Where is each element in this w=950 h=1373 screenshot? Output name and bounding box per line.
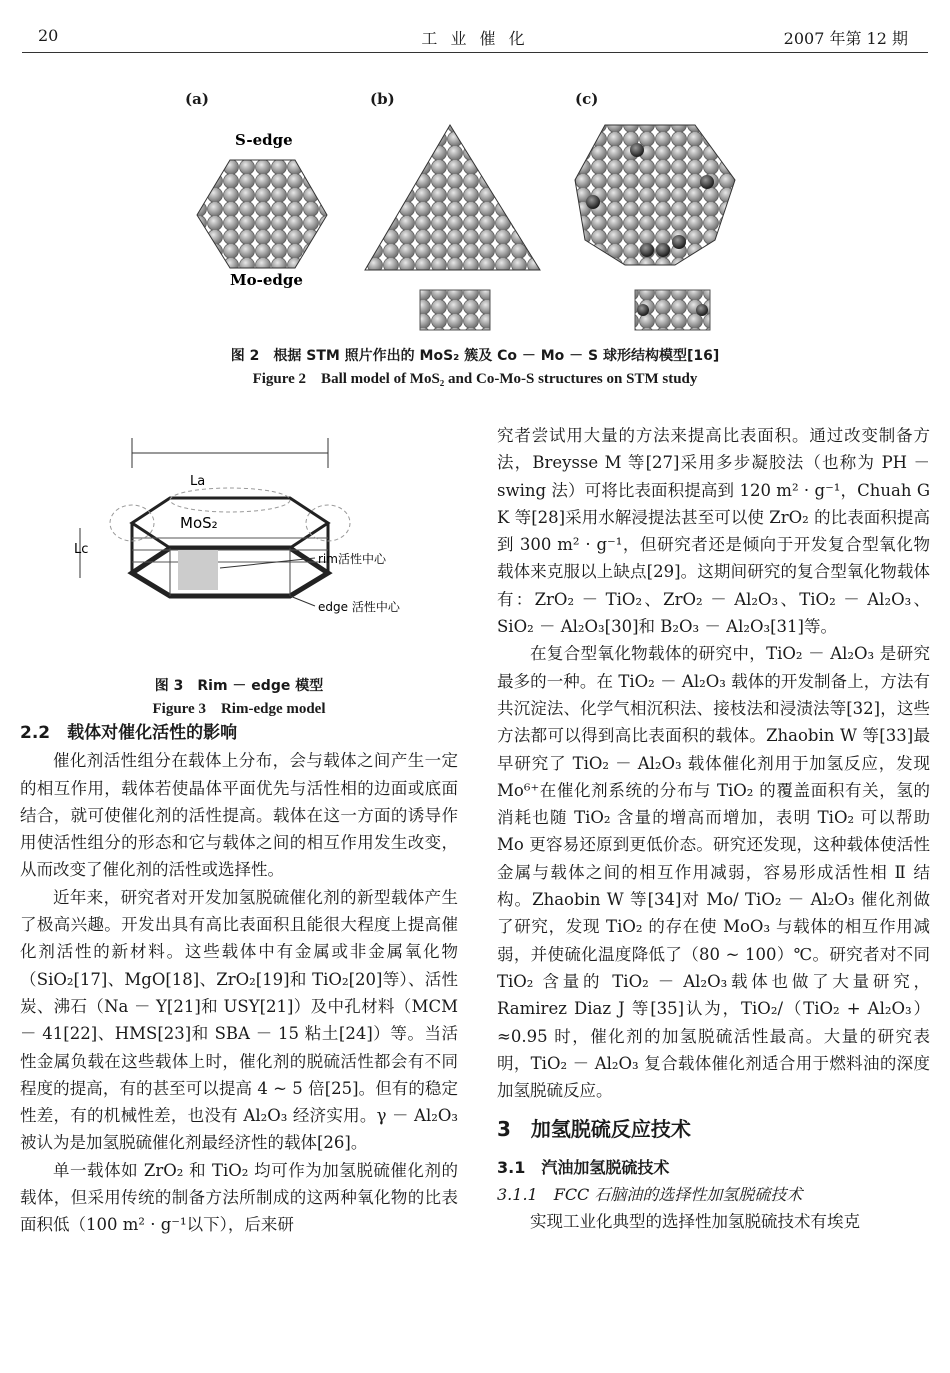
section-heading-3: 3 加氢脱硫反应技术 — [497, 1117, 691, 1142]
panel-label-b: (b) — [370, 90, 395, 108]
ball-model-image — [175, 90, 775, 340]
figure-3-caption-cn: 图 3 Rim － edge 模型 — [154, 678, 324, 694]
section-heading-3-1: 3.1 汽油加氢脱硫技术 — [497, 1157, 670, 1177]
paragraph: 单一载体如 ZrO₂ 和 TiO₂ 均可作为加氢脱硫催化剂的载体，但采用传统的制备方法所制成的这两种氧化物的比表面积低（100 m² · g⁻¹以下），后来研 — [20, 1160, 458, 1235]
mo-edge-label: Mo-edge — [230, 271, 303, 289]
figure-3-caption-en: Figure 3 Rim-edge model — [152, 701, 326, 717]
figure-3 — [70, 428, 430, 628]
s-edge-label: S-edge — [235, 131, 293, 149]
edge-label: edge 活性中心 — [318, 600, 400, 614]
paragraph: 实现工业化典型的选择性加氢脱硫技术有埃克 — [530, 1212, 860, 1232]
figure-2-caption-en: Figure 2 Ball model of MoS₂ and Co-Mo-S structures on STM study — [252, 371, 698, 387]
page-number: 20 — [38, 26, 59, 45]
rim-label: rim活性中心 — [318, 552, 386, 566]
paragraph: 近年来，研究者对开发加氢脱硫催化剂的新型载体产生了极高兴趣。开发出具有高比表面积且能很大程度上提高催化剂活性的新材料。这些载体中有金属或非金属氧化物（SiO₂[17]、MgO[18]、ZrO₂[19]和 TiO₂[20]等）、活性炭、沸石（Na － Y[21]和 USY[21]）及中孔材料（MCM － 41[22]、HMS[23]和 SBA － 15 粘土[24]）等。当活性金属负载在这些载体上时，催化剂的脱硫活性都会有不同程度的提高，有的甚至可以提高 4 ~ 5 倍[25]。但有的稳定性差，有的机械性差，也没有 Al₂O₃ 经济实用。γ － Al₂O₃ 被认为是加氢脱硫催化剂最经济性的载体[26]。 — [20, 887, 458, 1153]
figure-2 — [175, 90, 775, 340]
journal-title: 工 业 催 化 — [421, 29, 529, 48]
lc-label: Lc — [74, 542, 89, 557]
right-column — [497, 422, 930, 1236]
mos2-label: MoS₂ — [180, 514, 218, 532]
left-column — [20, 720, 458, 1239]
running-header — [22, 22, 928, 53]
issue-label: 2007 年第 12 期 — [783, 29, 908, 48]
paragraph: 催化剂活性组分在载体上分布，会与载体之间产生一定的相互作用，载体若使晶体平面优先与活性相的边面或底面结合，就可使催化剂的活性提高。载体在这一方面的诱导作用使活性组分的形态和它与载体之间的相互作用发生改变，从而改变了催化剂的活性或选择性。 — [20, 751, 458, 880]
paragraph: 在复合型氧化物载体的研究中，TiO₂ － Al₂O₃ 是研究最多的一种。在 TiO₂ － Al₂O₃ 载体的开发制备上，方法有共沉淀法、化学气相沉积法、接枝法和浸渍法等[32]，这些方法都可以得到高比表面积的载体。Zhaobin W 等[33]最早研究了 TiO₂ － Al₂O₃ 载体催化剂用于加氢反应，发现 Mo⁶⁺在催化剂系统的分布与 TiO₂ 的覆盖面积有关，氢的消耗也随 TiO₂ 含量的增高而增加，表明 TiO₂ 可以帮助 Mo 更容易还原到更低价态。研究还发现，这种载体使活性金属与载体之间的相互作用减弱，容易形成活性相 Ⅱ 结构。Zhaobin W 等[34]对 Mo/ TiO₂ － Al₂O₃ 催化剂做了研究，发现 TiO₂ 的存在使 MoO₃ 与载体的相互作用减弱，并使硫化温度降低了（80 ~ 100）℃。研究者对不同 TiO₂ 含量的 TiO₂ － Al₂O₃载体也做了大量研究，Ramirez Diaz J 等[35]认为，TiO₂/（TiO₂ + Al₂O₃）≈0.95 时，催化剂的加氢脱硫活性最高。大量的研究表明，TiO₂ － Al₂O₃ 复合载体催化剂适合用于燃料油的深度加氢脱硫反应。 — [497, 644, 930, 1101]
paragraph: 究者尝试用大量的方法来提高比表面积。通过改变制备方法，Breysse M 等[27]采用多步凝胶法（也称为 PH － swing 法）可将比表面积提高到 120 m² · g⁻¹，Chuah G K 等[28]采用水解浸提法甚至可以使 ZrO₂ 的比表面积提高到 300 m² · g⁻¹，但研究者还是倾向于开发复合型氧化物载体来克服以上缺点[29]。这期间研究的复合型氧化物载体有：ZrO₂ － TiO₂、ZrO₂ － Al₂O₃、TiO₂ － Al₂O₃、SiO₂ － Al₂O₃[30]和 B₂O₃ － Al₂O₃[31]等。 — [497, 426, 930, 637]
panel-label-c: (c) — [575, 90, 599, 108]
panel-label-a: (a) — [185, 90, 209, 108]
la-label: La — [190, 474, 206, 489]
rim-edge-diagram — [70, 428, 430, 628]
section-heading-3-1-1: 3.1.1 FCC 石脑油的选择性加氢脱硫技术 — [497, 1185, 803, 1205]
section-heading-2-2: 2.2 载体对催化活性的影响 — [20, 723, 238, 743]
figure-2-caption-cn: 图 2 根据 STM 照片作出的 MoS₂ 簇及 Co － Mo － S 球形结构模型[16] — [230, 348, 720, 364]
